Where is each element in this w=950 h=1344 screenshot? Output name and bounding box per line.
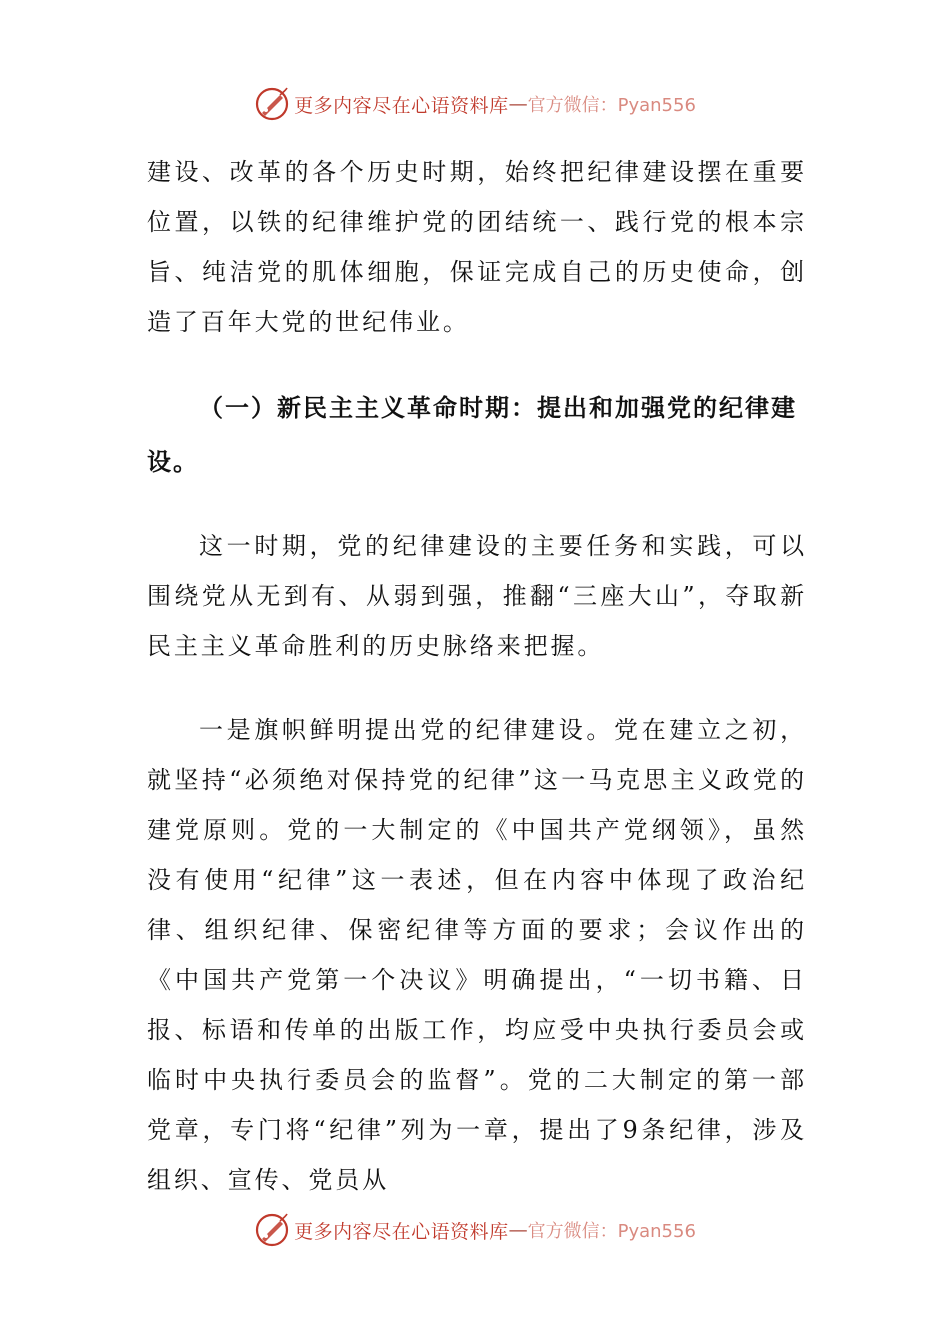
paragraph-period-overview: 这一时期，党的纪律建设的主要任务和实践，可以围绕党从无到有、从弱到强，推翻“三座大山”，夺取新民主主义革命胜利的历史脉络来把握。	[147, 532, 807, 660]
quill-logo-icon	[254, 1212, 290, 1248]
watermark-main-text: 更多内容尽在心语资料库	[294, 94, 509, 117]
watermark-separator: —	[508, 1219, 528, 1241]
section-heading: （一）新民主主义革命时期：提出和加强党的纪律建设。	[147, 394, 797, 476]
watermark-contact-text: 官方微信：Pyan556	[527, 1221, 696, 1242]
document-body	[147, 147, 807, 1205]
watermark-separator: —	[508, 93, 528, 115]
watermark-main-text: 更多内容尽在心语资料库	[294, 1220, 509, 1243]
header-watermark	[0, 84, 950, 124]
paragraph-intro: 建设、改革的各个历史时期，始终把纪律建设摆在重要位置，以铁的纪律维护党的团结统一、践行党的根本宗旨、纯洁党的肌体细胞，保证完成自己的历史使命，创造了百年大党的世纪伟业。	[147, 158, 807, 336]
watermark-contact-text: 官方微信：Pyan556	[527, 95, 696, 116]
footer-watermark	[0, 1210, 950, 1250]
paragraph-discipline-building: 一是旗帜鲜明提出党的纪律建设。党在建立之初，就坚持“必须绝对保持党的纪律”这一马克思主义政党的建党原则。党的一大制定的《中国共产党纲领》，虽然没有使用“纪律”这一表述，但在内容中体现了政治纪律、组织纪律、保密纪律等方面的要求；会议作出的《中国共产党第一个决议》明确提出，“一切书籍、日报、标语和传单的出版工作，均应受中央执行委员会或临时中央执行委员会的监督”。党的二大制定的第一部党章，专门将“纪律”列为一章，提出了9条纪律，涉及组织、宣传、党员从	[147, 716, 807, 1194]
quill-logo-icon	[254, 86, 290, 122]
